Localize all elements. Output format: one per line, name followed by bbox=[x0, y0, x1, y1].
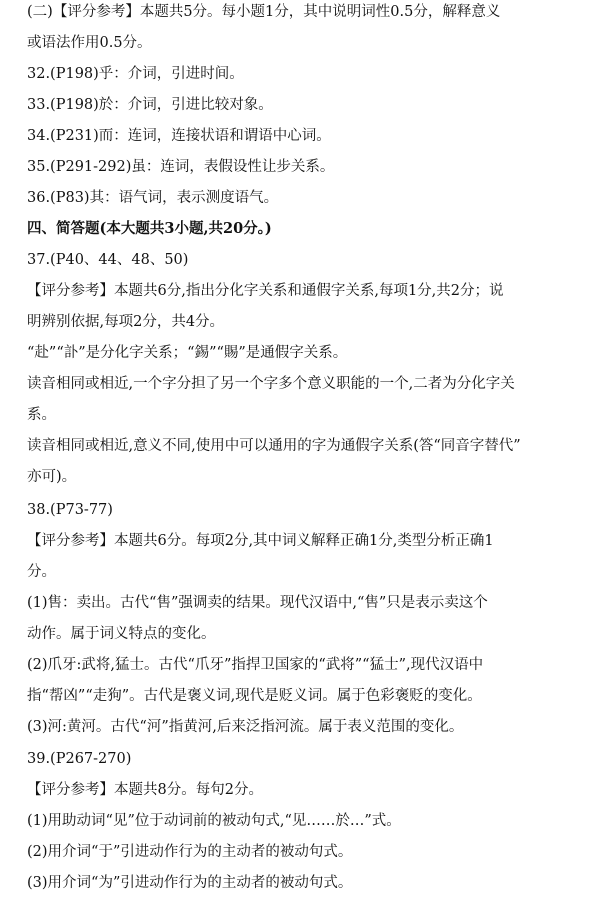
answer-39-item-3: (3)用介词“为”引进动作行为的主动者的被动句式。 bbox=[27, 875, 353, 891]
answer-37-relation: “赴”“訃”是分化字关系；“錫”“賜”是通假字关系。 bbox=[27, 345, 348, 361]
answer-35: 35.(P291-292)虽：连词，表假设性让步关系。 bbox=[27, 159, 335, 175]
scoring-note-37-cont: 明辨别依据,每项2分，共4分。 bbox=[27, 314, 225, 330]
scoring-note-39: 【评分参考】本题共8分。每句2分。 bbox=[27, 782, 263, 798]
answer-37-basis-2-cont: 亦可)。 bbox=[27, 469, 77, 485]
answer-37-basis-2: 读音相同或相近,意义不同,使用中可以通用的字为通假字关系(答“同音字替代” bbox=[27, 438, 521, 454]
scoring-note-38: 【评分参考】本题共6分。每项2分,其中词义解释正确1分,类型分析正确1 bbox=[27, 533, 494, 549]
answer-38-item-2-cont: 指“帮凶”“走狗”。古代是褒义词,现代是贬义词。属于色彩褒贬的变化。 bbox=[27, 688, 482, 704]
question-39-ref: 39.(P267-270) bbox=[27, 751, 132, 767]
answer-38-item-1-cont: 动作。属于词义特点的变化。 bbox=[27, 626, 216, 642]
scoring-note-37: 【评分参考】本题共6分,指出分化字关系和通假字关系,每项1分,共2分；说 bbox=[27, 283, 504, 299]
answer-38-item-3: (3)河:黄河。古代“河”指黄河,后来泛指河流。属于表义范围的变化。 bbox=[27, 719, 464, 735]
scoring-note-part-two: (二)【评分参考】本题共5分。每小题1分，其中说明词性0.5分，解释意义 bbox=[27, 4, 501, 20]
answer-33: 33.(P198)於：介词，引进比较对象。 bbox=[27, 97, 273, 113]
answer-32: 32.(P198)乎：介词，引进时间。 bbox=[27, 66, 244, 82]
answer-37-basis-1-cont: 系。 bbox=[27, 407, 56, 423]
answer-39-item-1: (1)用助动词“见”位于动词前的被动句式,“见……於…”式。 bbox=[27, 813, 401, 829]
question-38-ref: 38.(P73-77) bbox=[27, 502, 113, 518]
answer-34: 34.(P231)而：连词，连接状语和谓语中心词。 bbox=[27, 128, 331, 144]
answer-36: 36.(P83)其：语气词，表示测度语气。 bbox=[27, 190, 279, 206]
section-heading-short-answer: 四、简答题(本大题共3小题,共20分。) bbox=[27, 220, 272, 237]
scoring-note-38-cont: 分。 bbox=[27, 564, 56, 580]
answer-37-basis-1: 读音相同或相近,一个字分担了另一个字多个意义职能的一个,二者为分化字关 bbox=[27, 376, 515, 392]
answer-39-item-2: (2)用介词“于”引进动作行为的主动者的被动句式。 bbox=[27, 844, 353, 860]
answer-38-item-1: (1)售：卖出。古代“售”强调卖的结果。现代汉语中,“售”只是表示卖这个 bbox=[27, 595, 488, 611]
question-37-ref: 37.(P40、44、48、50) bbox=[27, 252, 189, 268]
answer-38-item-2: (2)爪牙:武将,猛士。古代“爪牙”指捍卫国家的“武将”“猛士”,现代汉语中 bbox=[27, 657, 484, 673]
scoring-note-part-two-cont: 或语法作用0.5分。 bbox=[27, 35, 152, 51]
